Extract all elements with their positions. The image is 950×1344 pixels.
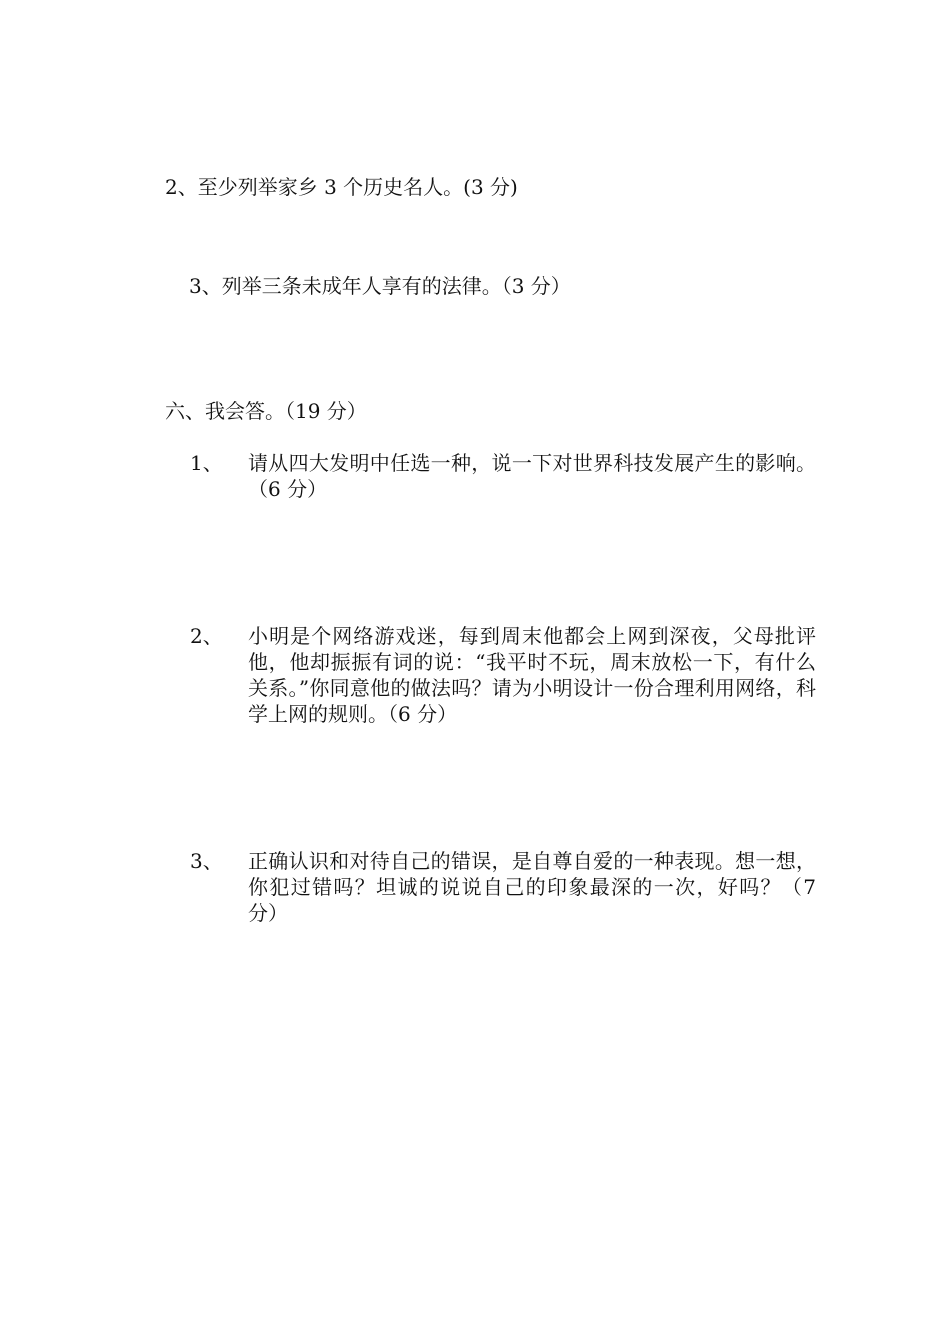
question-2-line: 2、至少列举家乡 3 个历史名人。(3 分) [165, 175, 518, 199]
question-3-line: 3、列举三条未成年人享有的法律。（3 分） [189, 274, 571, 298]
item-text: 正确认识和对待自己的错误，是自尊自爱的一种表现。想一想，你犯过错吗？坦诚的说说自己的印象最深的一次，好吗？（7 分） [248, 849, 816, 925]
item-text: 请从四大发明中任选一种，说一下对世界科技发展产生的影响。（6 分） [248, 451, 816, 501]
item-text: 小明是个网络游戏迷，每到周末他都会上网到深夜，父母批评他，他却振振有词的说：“我平时不玩，周末放松一下，有什么关系。”你同意他的做法吗？请为小明设计一份合理利用网络，科学上网的规则。（6 分） [248, 624, 816, 726]
item-number: 2、 [190, 624, 223, 648]
item-number: 3、 [190, 849, 223, 873]
section-6-title: 六、我会答。（19 分） [165, 399, 367, 423]
item-number: 1、 [190, 451, 223, 475]
